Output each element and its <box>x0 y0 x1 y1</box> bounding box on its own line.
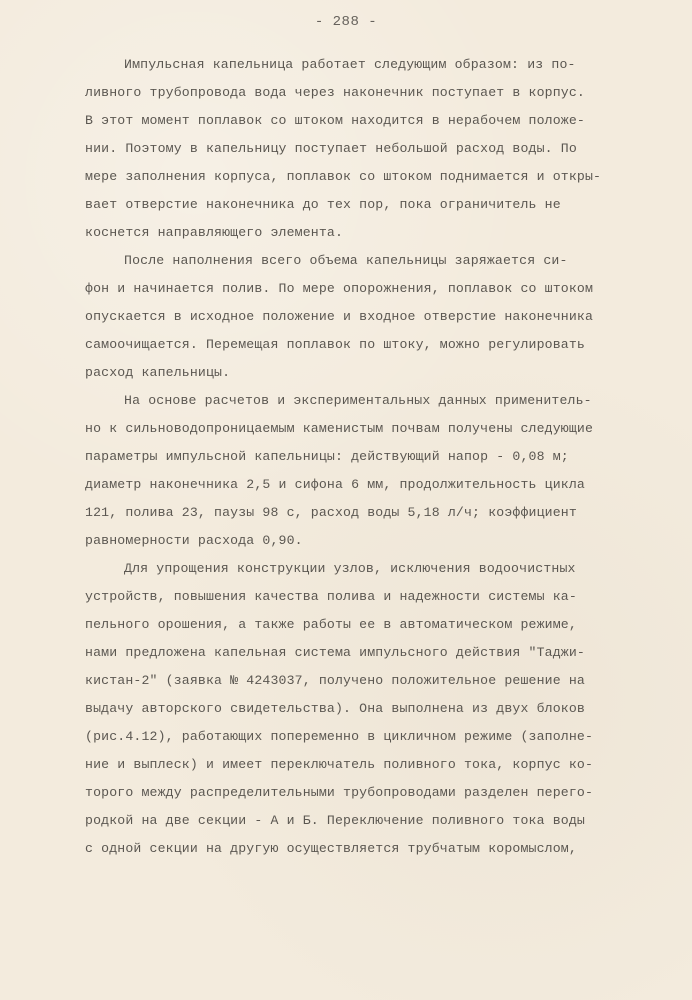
text-line-06: вает отверстие наконечника до тех пор, пока ограничитель не <box>85 197 561 212</box>
text-line-28: родкой на две секции - А и Б. Переключение поливного тока воды <box>85 813 585 828</box>
text-line-01: Импульсная капельница работает следующим образом: из по- <box>124 57 576 72</box>
text-line-02: ливного трубопровода вода через наконечник поступает в корпус. <box>85 85 585 100</box>
text-line-20: устройств, повышения качества полива и надежности системы ка- <box>85 589 577 604</box>
text-line-19: Для упрощения конструкции узлов, исключения водоочистных <box>124 561 576 576</box>
text-line-27: торого между распределительными трубопроводами разделен перего- <box>85 785 594 800</box>
text-line-10: опускается в исходное положение и входное отверстие наконечника <box>85 309 594 324</box>
text-line-13: На основе расчетов и экспериментальных данных применитель- <box>124 393 592 408</box>
text-line-25: (рис.4.12), работающих попеременно в цикличном режиме (заполне- <box>85 729 594 744</box>
text-line-26: ние и выплеск) и имеет переключатель поливного тока, корпус ко- <box>85 757 594 772</box>
text-line-04: нии. Поэтому в капельницу поступает небольшой расход воды. По <box>85 141 577 156</box>
text-line-21: пельного орошения, а также работы ее в автоматическом режиме, <box>85 617 577 632</box>
text-line-24: выдачу авторского свидетельства). Она выполнена из двух блоков <box>85 701 585 716</box>
text-line-05: мере заполнения корпуса, поплавок со штоком поднимается и откры- <box>85 169 602 184</box>
text-line-03: В этот момент поплавок со штоком находится в нерабочем положе- <box>85 113 585 128</box>
text-line-12: расход капельницы. <box>85 365 231 380</box>
text-line-11: самоочищается. Перемещая поплавок по штоку, можно регулировать <box>85 337 585 352</box>
text-line-29: с одной секции на другую осуществляется трубчатым коромыслом, <box>85 841 577 856</box>
text-line-17: 121, полива 23, паузы 98 с, расход воды 5,18 л/ч; коэффициент <box>85 505 577 520</box>
text-line-15: параметры импульсной капельницы: действующий напор - 0,08 м; <box>85 449 569 464</box>
text-line-09: фон и начинается полив. По мере опорожнения, поплавок со штоком <box>85 281 594 296</box>
text-line-18: равномерности расхода 0,90. <box>85 533 303 548</box>
text-line-14: но к сильноводопроницаемым каменистым почвам получены следующие <box>85 421 594 436</box>
text-line-08: После наполнения всего объема капельницы заряжается си- <box>124 253 568 268</box>
text-line-16: диаметр наконечника 2,5 и сифона 6 мм, продолжительность цикла <box>85 477 585 492</box>
text-line-23: кистан-2" (заявка № 4243037, получено положительное решение на <box>85 673 585 688</box>
page-number: - 288 - <box>314 14 378 30</box>
text-line-22: нами предложена капельная система импульсного действия "Таджи- <box>85 645 585 660</box>
text-line-07: коснется направляющего элемента. <box>85 225 344 240</box>
